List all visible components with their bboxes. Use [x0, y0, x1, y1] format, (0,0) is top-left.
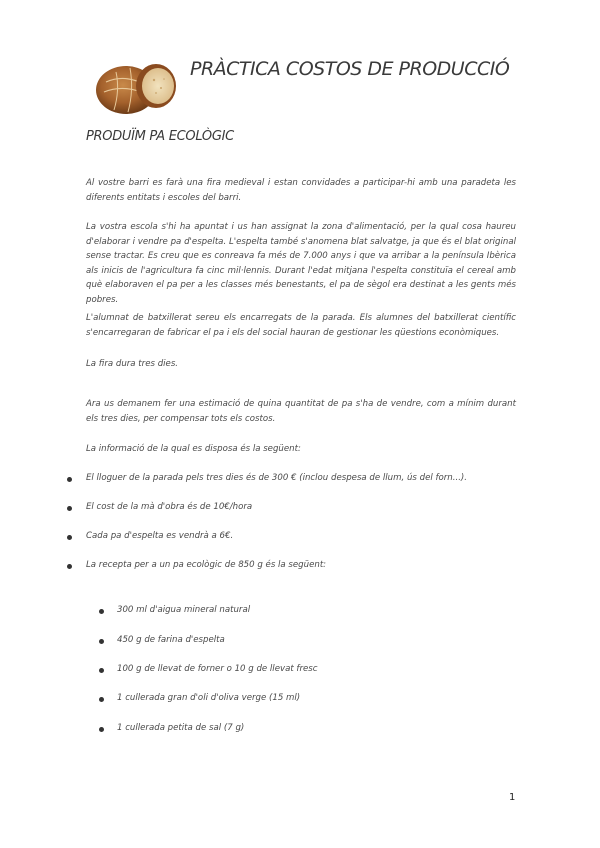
bullet-icon — [99, 609, 104, 614]
paragraph-fair-duration: La fira dura tres dies. — [86, 359, 179, 369]
recipe-item: 1 cullerada gran d'oli d'oliva verge (15 ml) — [117, 693, 301, 703]
list-item: Cada pa d'espelta es vendrà a 6€. — [86, 531, 234, 541]
page-title: PRÀCTICA COSTOS DE PRODUCCIÓ — [190, 58, 510, 80]
bullet-icon — [67, 564, 72, 569]
bullet-icon — [99, 697, 104, 702]
list-item: La recepta per a un pa ecològic de 850 g és la següent: — [86, 560, 327, 570]
section-subtitle: PRODUÏM PA ECOLÒGIC — [86, 129, 234, 144]
paragraph-estimate: Ara us demanem fer una estimació de quina quantitat de pa s'ha de vendre, com a mínim durant els tres dies, per compensar tots els costos. — [86, 399, 516, 424]
paragraph-intro: Al vostre barri es farà una fira medieval i estan convidades a participar-hi amb una paradeta les diferents entitats i escoles del barri. — [86, 178, 516, 203]
bullet-icon — [99, 727, 104, 732]
bullet-icon — [99, 639, 104, 644]
recipe-item: 1 cullerada petita de sal (7 g) — [117, 723, 245, 733]
paragraph-spelt: La vostra escola s'hi ha apuntat i us han assignat la zona d'alimentació, per la qual cosa haureu d'elaborar i vendre pa d'espelta. L'espelta també s'anomena blat salvatge, ja que és el blat original sense tractar. Es creu que es conreava fa més de 7.000 anys i que va arribar a la península Ibèrica als inicis de l'agricultura fa cinc mil·lennis. Durant l'edat mitjana l'espelta constituïa el cereal amb què elaboraven el pa per a les classes més benestants, el pa de sègol era destinat a les gents més pobres. — [86, 222, 516, 305]
bullet-icon — [99, 668, 104, 673]
list-item: El cost de la mà d'obra és de 10€/hora — [86, 502, 253, 512]
bread-loaf-image — [94, 60, 180, 116]
bullet-icon — [67, 535, 72, 540]
page-number: 1 — [509, 792, 516, 803]
bullet-icon — [67, 477, 72, 482]
recipe-item: 300 ml d'aigua mineral natural — [117, 605, 251, 615]
list-item: El lloguer de la parada pels tres dies és de 300 € (inclou despesa de llum, ús del forn...). — [86, 473, 468, 483]
paragraph-students: L'alumnat de batxillerat sereu els encarregats de la parada. Els alumnes del batxillerat científic s'encarregaran de fabricar el pa i els del social hauran de gestionar les qüestions econòmiques. — [86, 313, 516, 338]
bullet-icon — [67, 506, 72, 511]
recipe-item: 100 g de llevat de forner o 10 g de llevat fresc — [117, 664, 318, 674]
paragraph-info-intro: La informació de la qual es disposa és la següent: — [86, 444, 301, 454]
recipe-item: 450 g de farina d'espelta — [117, 635, 225, 645]
